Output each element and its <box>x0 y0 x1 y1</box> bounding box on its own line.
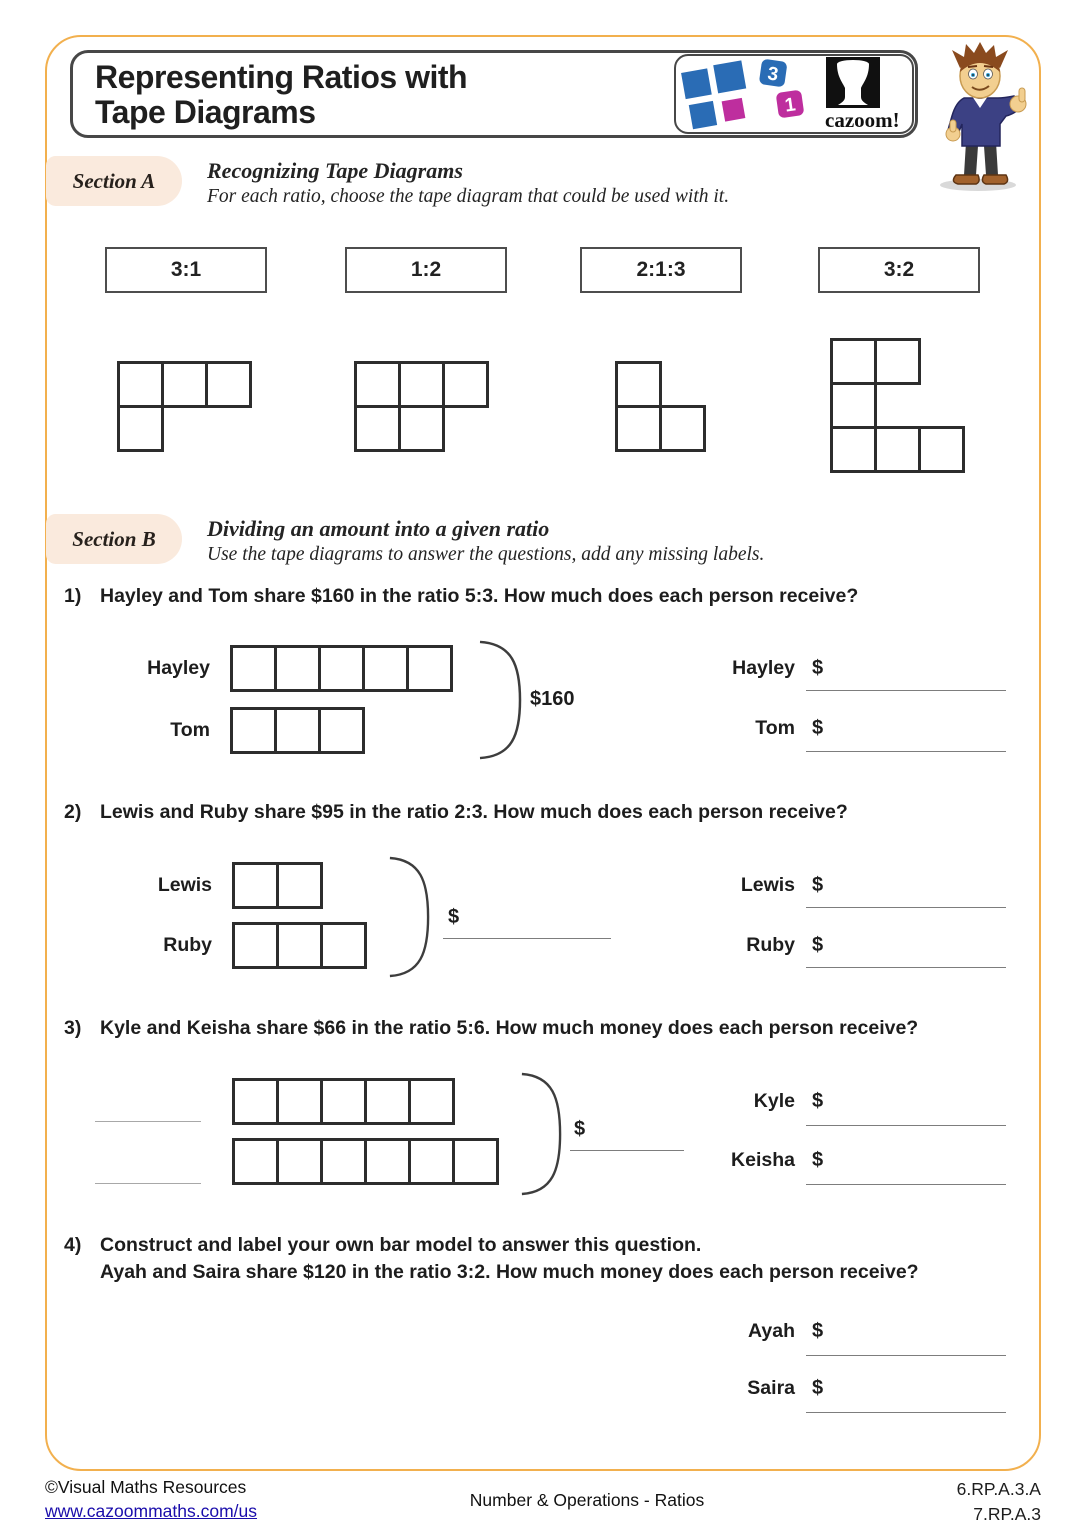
tape-cell <box>364 1078 411 1125</box>
q4-answer1-dollar: $ <box>812 1320 824 1342</box>
q3-answer2-label: Keisha <box>731 1149 795 1171</box>
logo-brand-text: cazoom! <box>825 108 900 130</box>
q3-row1-blank-label-line[interactable] <box>95 1121 201 1122</box>
tape-cell <box>398 361 445 408</box>
q1-total-label: $160 <box>530 688 575 710</box>
tape-cell <box>406 645 453 692</box>
q1-answer2-label: Tom <box>755 717 795 739</box>
q4-answer1-line[interactable] <box>806 1355 1006 1356</box>
footer-standard-1: 6.RP.A.3.A <box>956 1479 1041 1499</box>
footer-standards <box>841 1477 1041 1527</box>
tape-row <box>615 405 706 452</box>
q1-answer1-dollar: $ <box>812 657 824 679</box>
tape-cell <box>408 1138 455 1185</box>
page-title <box>95 60 467 130</box>
tape-row <box>615 361 706 408</box>
logo-squares-icon <box>679 59 753 130</box>
q3-total-dollar: $ <box>574 1118 586 1140</box>
tape-cell <box>874 338 921 385</box>
tape-cell <box>117 361 164 408</box>
svg-text:3: 3 <box>766 63 780 86</box>
tape-row <box>117 405 252 452</box>
logo-tile-1 <box>774 88 806 120</box>
section-a-heading: Recognizing Tape Diagrams <box>207 158 463 183</box>
tape-cell <box>320 1138 367 1185</box>
tape-cell <box>274 707 321 754</box>
ratio-card-4: 3:2 <box>818 247 980 293</box>
tape-cell <box>232 1138 279 1185</box>
tape-cell <box>276 922 323 969</box>
footer-url-link[interactable]: www.cazoommaths.com/us <box>45 1501 258 1521</box>
q4-answer2-line[interactable] <box>806 1412 1006 1413</box>
tape-diagram-4 <box>830 338 965 473</box>
q1-answer1-label: Hayley <box>732 657 795 679</box>
tape-row <box>117 361 252 408</box>
q2-answer1-label: Lewis <box>740 874 795 896</box>
tape-cell <box>830 382 877 429</box>
q3-answer1-label: Kyle <box>753 1090 795 1112</box>
tape-cell <box>276 1138 323 1185</box>
page-title-line2: Tape Diagrams <box>95 94 316 130</box>
section-a-instructions: For each ratio, choose the tape diagram that could be used with it. <box>207 186 730 207</box>
tape-diagram-3 <box>615 361 706 452</box>
tape-cell <box>205 361 252 408</box>
q1-answer1-line[interactable] <box>806 690 1006 691</box>
tape-cell <box>117 405 164 452</box>
q2-row2-label: Ruby <box>163 934 212 956</box>
q2-row1-tape <box>232 862 323 909</box>
logo-graphic <box>676 56 910 130</box>
section-b-heading: Dividing an amount into a given ratio <box>207 516 550 541</box>
brace-icon <box>520 1072 562 1196</box>
tape-row <box>354 405 489 452</box>
q2-total-dollar: $ <box>448 906 460 928</box>
tape-row <box>830 426 965 473</box>
q2-row2-tape <box>232 922 367 969</box>
tape-cell <box>161 361 208 408</box>
tape-cell <box>615 361 662 408</box>
tape-cell <box>320 922 367 969</box>
q2-total-line[interactable] <box>443 938 611 939</box>
q2-row1-label: Lewis <box>157 874 212 896</box>
tape-cell <box>276 862 323 909</box>
q1-row2-tape <box>230 707 365 754</box>
tape-cell <box>230 707 277 754</box>
brace-icon <box>388 856 430 978</box>
q4-answer1-label: Ayah <box>748 1320 795 1342</box>
question-4-number: 4) <box>64 1234 82 1256</box>
tape-cell <box>830 426 877 473</box>
footer-category: Number & Operations - Ratios <box>469 1490 705 1510</box>
q1-row2-label: Tom <box>170 719 210 741</box>
section-b-instructions: Use the tape diagrams to answer the questions, add any missing labels. <box>207 544 765 565</box>
tape-cell <box>362 645 409 692</box>
section-a-label: Section A <box>72 168 156 193</box>
question-2-text: Lewis and Ruby share $95 in the ratio 2:3. How much does each person receive? <box>100 801 848 823</box>
tape-cell <box>318 645 365 692</box>
tape-cell <box>408 1078 455 1125</box>
question-1-number: 1) <box>64 585 82 607</box>
question-4-text-line1: Construct and label your own bar model to answer this question. <box>100 1234 702 1256</box>
tape-cell <box>442 361 489 408</box>
tape-row <box>830 382 965 429</box>
tape-row <box>830 338 965 385</box>
tape-cell <box>918 426 965 473</box>
tape-cell <box>874 426 921 473</box>
q2-answer2-dollar: $ <box>812 934 824 956</box>
tape-cell <box>274 645 321 692</box>
page-title-line1: Representing Ratios with <box>95 59 468 95</box>
tape-cell <box>398 405 445 452</box>
q3-row2-tape <box>232 1138 499 1185</box>
logo-tile-3 <box>757 57 789 89</box>
mascot-illustration <box>926 42 1030 192</box>
question-2-number: 2) <box>64 801 82 823</box>
question-3-text: Kyle and Keisha share $66 in the ratio 5:6. How much money does each person receive? <box>100 1017 919 1039</box>
tape-cell <box>615 405 662 452</box>
tape-cell <box>452 1138 499 1185</box>
footer-copyright: ©Visual Maths Resources <box>45 1477 247 1497</box>
tape-cell <box>830 338 877 385</box>
q4-answer2-label: Saira <box>747 1377 795 1399</box>
cazoom-logo <box>674 54 914 134</box>
q2-answer2-label: Ruby <box>746 934 795 956</box>
section-a-pill <box>46 156 182 206</box>
q1-row1-tape <box>230 645 453 692</box>
q3-answer2-dollar: $ <box>812 1149 824 1171</box>
tape-cell <box>232 922 279 969</box>
section-b-label: Section B <box>72 526 156 551</box>
q1-answer2-dollar: $ <box>812 717 824 739</box>
question-3-number: 3) <box>64 1017 82 1039</box>
q3-answer1-line[interactable] <box>806 1125 1006 1126</box>
question-1-text: Hayley and Tom share $160 in the ratio 5:3. How much does each person receive? <box>100 585 859 607</box>
tape-diagram-1 <box>117 361 252 452</box>
ratio-card-2: 1:2 <box>345 247 507 293</box>
brace-icon <box>478 640 522 760</box>
q3-answer2-line[interactable] <box>806 1184 1006 1185</box>
tape-cell <box>659 405 706 452</box>
tape-cell <box>320 1078 367 1125</box>
q2-answer2-line[interactable] <box>806 967 1006 968</box>
tape-cell <box>354 405 401 452</box>
ratio-card-3: 2:1:3 <box>580 247 742 293</box>
footer-standard-2: 7.RP.A.3 <box>973 1504 1041 1524</box>
svg-text:1: 1 <box>783 94 797 117</box>
q3-row1-tape <box>232 1078 455 1125</box>
q4-answer2-dollar: $ <box>812 1377 824 1399</box>
tape-cell <box>276 1078 323 1125</box>
q1-answer2-line[interactable] <box>806 751 1006 752</box>
q2-answer1-line[interactable] <box>806 907 1006 908</box>
tape-cell <box>354 361 401 408</box>
section-b-pill <box>46 514 182 564</box>
q2-answer1-dollar: $ <box>812 874 824 896</box>
q3-answer1-dollar: $ <box>812 1090 824 1112</box>
ratio-card-1: 3:1 <box>105 247 267 293</box>
tape-row <box>354 361 489 408</box>
question-4-text-line2: Ayah and Saira share $120 in the ratio 3:2. How much money does each person receive? <box>100 1261 919 1283</box>
q3-row2-blank-label-line[interactable] <box>95 1183 201 1184</box>
tape-cell <box>364 1138 411 1185</box>
q1-row1-label: Hayley <box>147 657 210 679</box>
tape-cell <box>232 862 279 909</box>
tape-cell <box>318 707 365 754</box>
logo-drum-icon <box>826 57 880 108</box>
tape-cell <box>230 645 277 692</box>
tape-cell <box>232 1078 279 1125</box>
tape-diagram-2 <box>354 361 489 452</box>
